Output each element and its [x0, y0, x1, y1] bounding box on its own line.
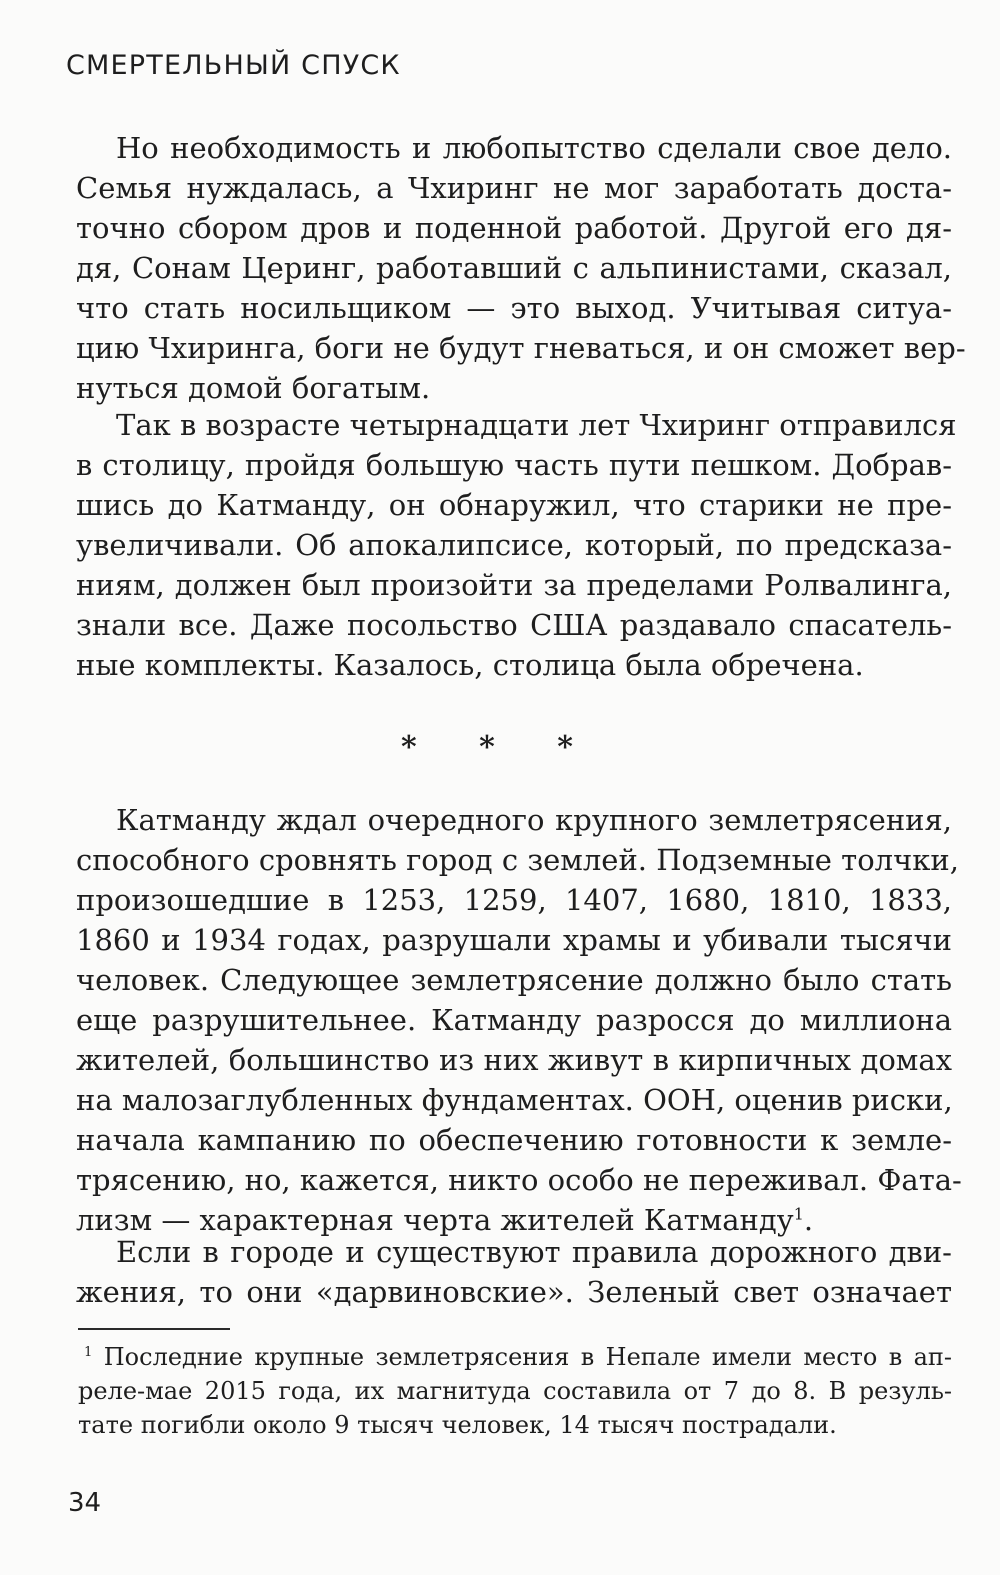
footnote-line: реле-мае 2015 года, их магнитуда составила от 7 до 8. В резуль-	[78, 1377, 952, 1405]
text-line: еще разрушительнее. Катманду разросся до миллиона	[76, 1003, 952, 1037]
paragraph-2	[76, 405, 957, 685]
text-line: на малозаглубленных фундаментах. ООН, оценив риски,	[76, 1083, 953, 1117]
text-line: ниям, должен был произойти за пределами Ролвалинга,	[76, 568, 952, 602]
paragraph-3	[76, 800, 962, 1240]
text-line: Катманду ждал очередного крупного землетрясения,	[116, 803, 952, 837]
page-number: 34	[68, 1488, 102, 1518]
text-line: начала кампанию по обеспечению готовности к земле-	[76, 1123, 952, 1157]
text-line: 1860 и 1934 годах, разрушали храмы и убивали тысячи	[76, 923, 952, 957]
footnote-text: Последние крупные землетрясения в Непале имели место в ап-	[103, 1343, 952, 1371]
footnote-line: тате погибли около 9 тысяч человек, 14 тысяч пострадали.	[78, 1411, 837, 1439]
text-line: Семья нуждалась, а Чхиринг не мог заработать доста-	[76, 171, 952, 205]
text-fragment: .	[803, 1203, 814, 1237]
text-line: жения, то они «дарвиновские». Зеленый свет означает	[76, 1275, 952, 1309]
text-line: Но необходимость и любопытство сделали свое дело.	[116, 131, 952, 165]
text-fragment: лизм — характерная черта жителей Катманду	[76, 1203, 794, 1237]
footnote-reference[interactable]: 1	[793, 1204, 804, 1224]
text-line: шись до Катманду, он обнаружил, что старики не пре-	[76, 488, 952, 522]
text-line: Так в возрасте четырнадцати лет Чхиринг отправился	[116, 408, 957, 442]
section-separator: * * *	[401, 730, 599, 765]
text-line: человек. Следующее землетрясение должно было стать	[76, 963, 952, 997]
text-line: Если в городе и существуют правила дорожного дви-	[116, 1235, 952, 1269]
text-line: увеличивали. Об апокалипсисе, который, по предсказа-	[76, 528, 952, 562]
paragraph-4	[76, 1232, 952, 1312]
footnote-mark: 1	[84, 1345, 93, 1360]
text-line: произошедшие в 1253, 1259, 1407, 1680, 1810, 1833,	[76, 883, 952, 917]
text-line: что стать носильщиком — это выход. Учитывая ситуа-	[76, 291, 952, 325]
text-line: знали все. Даже посольство США раздавало спасатель-	[76, 608, 952, 642]
text-line: точно сбором дров и поденной работой. Другой его дя-	[76, 211, 952, 245]
text-line: ные комплекты. Казалось, столица была обречена.	[76, 648, 864, 682]
text-line: в столицу, пройдя большую часть пути пешком. Добрав-	[76, 448, 952, 482]
text-line: способного сровнять город с землей. Подземные толчки,	[76, 843, 959, 877]
text-line: нуться домой богатым.	[76, 371, 431, 405]
text-line: цию Чхиринга, боги не будут гневаться, и он сможет вер-	[76, 331, 966, 365]
text-line: дя, Сонам Церинг, работавший с альпинистами, сказал,	[76, 251, 952, 285]
text-line: трясению, но, кажется, никто особо не переживал. Фата-	[76, 1163, 962, 1197]
footnote-divider	[78, 1328, 230, 1330]
paragraph-1	[76, 128, 966, 408]
text-line: жителей, большинство из них живут в кирпичных домах	[76, 1043, 952, 1077]
footnote-line	[78, 1340, 952, 1374]
running-head: СМЕРТЕЛЬНЫЙ СПУСК	[66, 50, 401, 81]
footnote	[78, 1340, 952, 1442]
